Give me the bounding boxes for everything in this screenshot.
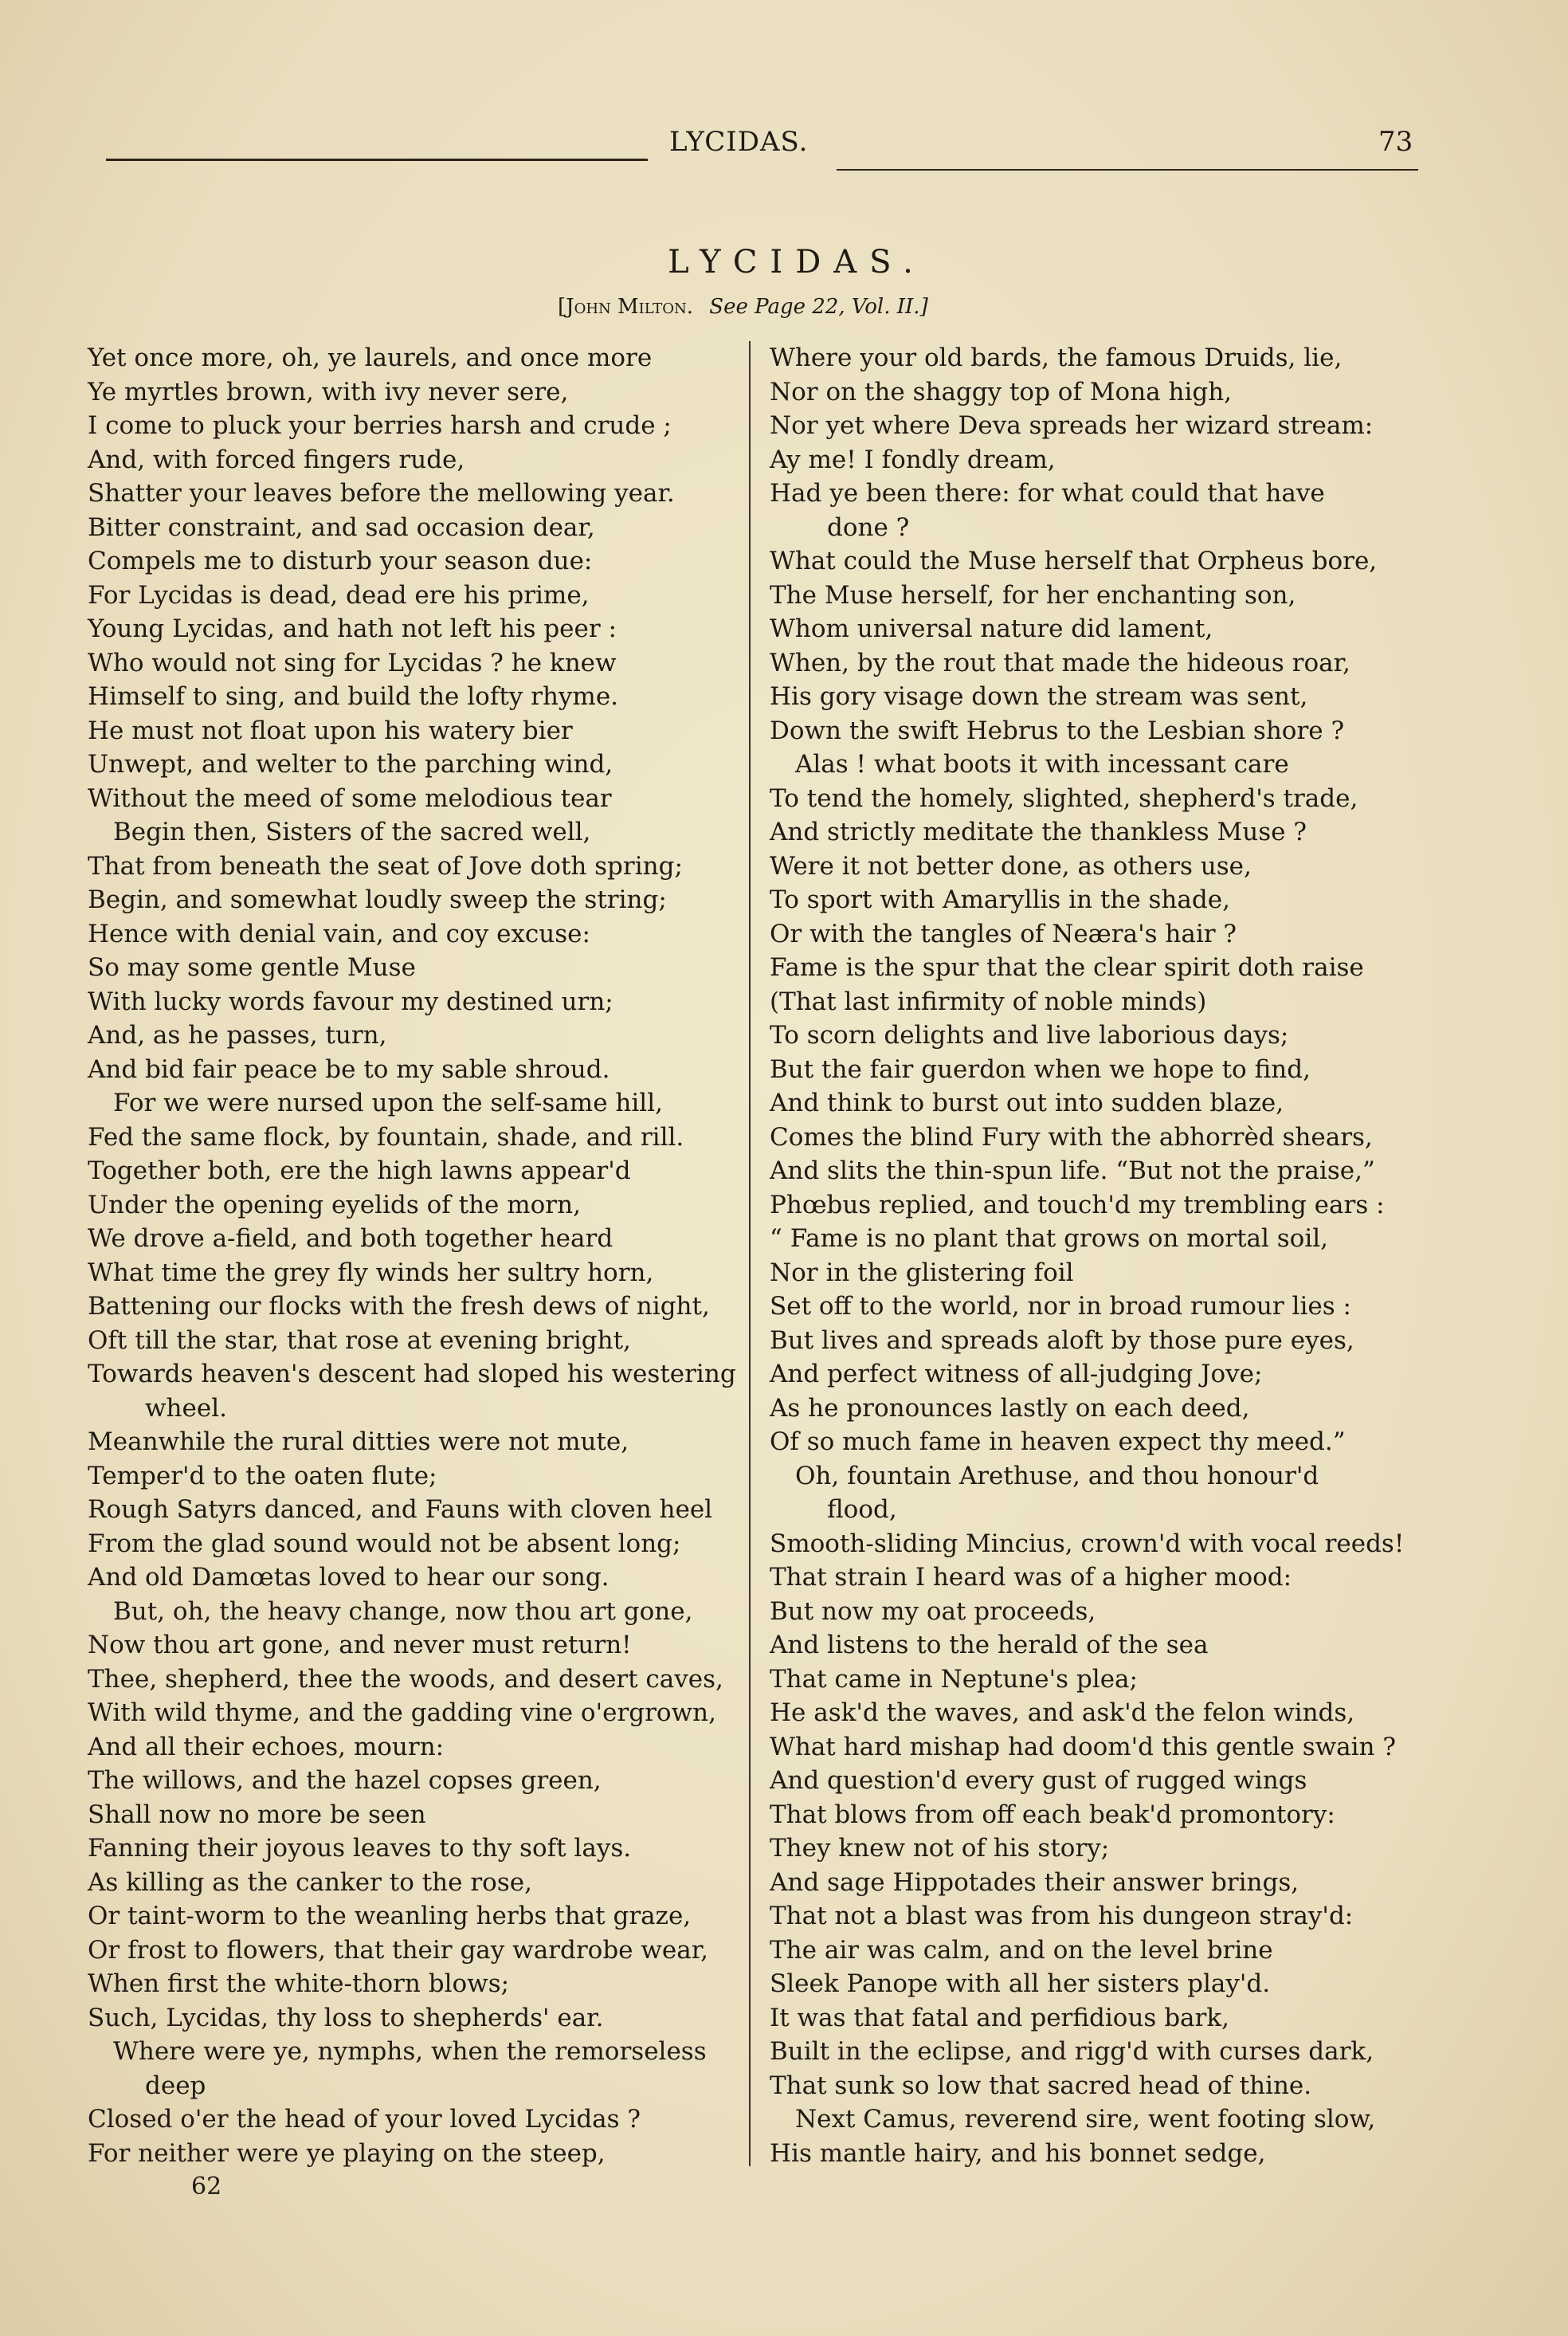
poem-line: And sage Hippotades their answer brings, xyxy=(770,1867,1299,1897)
poem-line: From the glad sound would not be absent long; xyxy=(88,1529,681,1558)
poem-line: And listens to the herald of the sea xyxy=(770,1631,1209,1659)
poem-line: And, as he passes, turn, xyxy=(88,1021,387,1050)
poem-line: Oh, fountain Arethuse, and thou honour'd xyxy=(795,1461,1319,1490)
attribution xyxy=(558,295,928,319)
poem-line: Thee, shepherd, thee the woods, and desert caves, xyxy=(88,1664,723,1694)
poem-line: But the fair guerdon when we hope to find, xyxy=(770,1054,1311,1084)
poem-line: They knew not of his story; xyxy=(770,1834,1110,1863)
poem-line: And question'd every gust of rugged wings xyxy=(770,1766,1307,1795)
poem-line: And, with forced fingers rude, xyxy=(88,445,465,474)
poem-line: That from beneath the seat of Jove doth spring; xyxy=(88,851,683,881)
poem-line: When, by the rout that made the hideous roar, xyxy=(770,648,1350,677)
poem-line: But now my oat proceeds, xyxy=(770,1596,1096,1626)
poem-line: Smooth-sliding Mincius, crown'd with vocal reeds! xyxy=(770,1529,1405,1558)
poem-line: Compels me to disturb your season due: xyxy=(88,547,593,575)
poem-line: For Lycidas is dead, dead ere his prime, xyxy=(88,580,590,610)
poem-line: Oft till the star, that rose at evening bright, xyxy=(88,1325,631,1355)
poem-line: Himself to sing, and build the lofty rhyme. xyxy=(88,682,619,711)
poem-line: Alas ! what boots it with incessant care xyxy=(795,750,1289,779)
author-name: [John Milton. xyxy=(558,295,694,319)
right-column xyxy=(770,341,1431,2170)
poem-line: Meanwhile the rural ditties were not mute, xyxy=(88,1427,629,1456)
poem-line: For we were nursed upon the self-same hill, xyxy=(113,1089,663,1117)
poem-line: He ask'd the waves, and ask'd the felon winds, xyxy=(770,1698,1355,1727)
poem-line: Or with the tangles of Neæra's hair ? xyxy=(770,919,1237,948)
poem-line: Had ye been there: for what could that have xyxy=(770,479,1325,508)
poem-line: Shall now no more be seen xyxy=(88,1800,426,1829)
poem-line: Hence with denial vain, and coy excuse: xyxy=(88,919,590,948)
poem-line: What time the grey fly winds her sultry horn, xyxy=(88,1258,654,1287)
poem-line: Where were ye, nymphs, when the remorseless xyxy=(113,2037,707,2066)
poem-line: wheel. xyxy=(145,1393,227,1423)
header-rule-left xyxy=(106,159,648,161)
poem-line: Sleek Panope with all her sisters play'd. xyxy=(770,1969,1271,1998)
poem-line: deep xyxy=(145,2071,206,2100)
poem-line: Nor yet where Deva spreads her wizard stream: xyxy=(770,411,1374,440)
poem-line: “ Fame is no plant that grows on mortal soil, xyxy=(770,1224,1329,1253)
poem-line: As he pronounces lastly on each deed, xyxy=(770,1393,1250,1423)
poem-line: Who would not sing for Lycidas ? he knew xyxy=(88,648,617,677)
poem-line: Ay me! I fondly dream, xyxy=(770,445,1056,474)
poem-line: That not a blast was from his dungeon stray'd: xyxy=(770,1902,1354,1930)
poem-line: It was that fatal and perfidious bark, xyxy=(770,2003,1229,2032)
running-title: LYCIDAS. xyxy=(669,126,809,158)
poem-line: With lucky words favour my destined urn; xyxy=(88,987,613,1016)
poem-line: As killing as the canker to the rose, xyxy=(88,1867,532,1897)
poem-line: Temper'd to the oaten flute; xyxy=(88,1461,437,1490)
poem-line: Battening our flocks with the fresh dews of night, xyxy=(88,1292,710,1321)
poem-line: To tend the homely, slighted, shepherd's trade, xyxy=(770,783,1358,813)
poem-line: And old Damœtas loved to hear our song. xyxy=(88,1563,610,1592)
poem-line: But lives and spreads aloft by those pure eyes, xyxy=(770,1325,1354,1355)
poem-line: Begin then, Sisters of the sacred well, xyxy=(113,818,591,846)
poem-line: The air was calm, and on the level brine xyxy=(770,1935,1273,1965)
poem-line: So may some gentle Muse xyxy=(88,953,416,982)
poem-line: Yet once more, oh, ye laurels, and once more xyxy=(88,344,653,372)
poem-line: That sunk so low that sacred head of thine. xyxy=(770,2071,1312,2100)
poem-line: I come to pluck your berries harsh and crude ; xyxy=(88,411,672,440)
poem-line: Under the opening eyelids of the morn, xyxy=(88,1190,581,1219)
poem-line: Set off to the world, nor in broad rumour lies : xyxy=(770,1292,1351,1321)
poem-line: He must not float upon his watery bier xyxy=(88,716,573,745)
poem-line: And bid fair peace be to my sable shroud. xyxy=(88,1054,610,1084)
page-number: 73 xyxy=(1378,126,1413,158)
poem-line: Closed o'er the head of your loved Lycidas ? xyxy=(88,2105,641,2134)
volume-reference: See Page 22, Vol. II.] xyxy=(709,295,928,319)
poem-line: Bitter constraint, and sad occasion dear, xyxy=(88,512,595,542)
poem-line: Down the swift Hebrus to the Lesbian shore ? xyxy=(770,716,1345,745)
poem-line: When first the white-thorn blows; xyxy=(88,1969,510,1998)
poem-line: And slits the thin-spun life. “But not the praise,” xyxy=(770,1156,1375,1185)
poem-line: With wild thyme, and the gadding vine o'ergrown, xyxy=(88,1698,716,1727)
poem-line: Without the meed of some melodious tear xyxy=(88,783,612,813)
poem-line: Begin, and somewhat loudly sweep the string; xyxy=(88,885,667,914)
poem-line: Rough Satyrs danced, and Fauns with cloven heel xyxy=(88,1495,713,1524)
poem-line: And think to burst out into sudden blaze, xyxy=(770,1089,1284,1117)
poem-line: Or taint-worm to the weanling herbs that graze, xyxy=(88,1902,692,1930)
poem-line: Were it not better done, as others use, xyxy=(770,851,1252,881)
poem-line: Unwept, and welter to the parching wind, xyxy=(88,750,613,779)
poem-line: Whom universal nature did lament, xyxy=(770,614,1213,643)
poem-line: Towards heaven's descent had sloped his westering xyxy=(88,1360,736,1388)
poem-line: Fame is the spur that the clear spirit doth raise xyxy=(770,953,1364,982)
poem-line: And perfect witness of all-judging Jove; xyxy=(770,1360,1263,1388)
poem-line: Built in the eclipse, and rigg'd with curses dark, xyxy=(770,2037,1374,2066)
poem-line: Phœbus replied, and touch'd my trembling ears : xyxy=(770,1190,1385,1219)
poem-line: Together both, ere the high lawns appear'd xyxy=(88,1156,631,1185)
poem-line: That strain I heard was of a higher mood: xyxy=(770,1563,1292,1592)
poem-line: Ye myrtles brown, with ivy never sere, xyxy=(88,377,569,406)
poem-line: We drove a-field, and both together heard xyxy=(88,1224,613,1253)
poem-line: And all their echoes, mourn: xyxy=(88,1732,445,1761)
poem-line: And strictly meditate the thankless Muse ? xyxy=(770,818,1307,846)
column-divider xyxy=(749,341,751,2166)
poem-line: Or frost to flowers, that their gay wardrobe wear, xyxy=(88,1935,708,1965)
poem-line: The willows, and the hazel copses green, xyxy=(88,1766,602,1795)
poem-line: flood, xyxy=(827,1495,897,1524)
poem-line: (That last infirmity of noble minds) xyxy=(770,987,1207,1016)
poem-line: Fed the same flock, by fountain, shade, and rill. xyxy=(88,1122,684,1152)
left-column xyxy=(88,341,745,2170)
poem-line: Where your old bards, the famous Druids, lie, xyxy=(770,344,1343,372)
poem-line: Comes the blind Fury with the abhorrèd shears, xyxy=(770,1122,1373,1152)
poem-line: For neither were ye playing on the steep, xyxy=(88,2138,606,2168)
poem-line: Such, Lycidas, thy loss to shepherds' ear. xyxy=(88,2003,604,2032)
poem-line: His gory visage down the stream was sent, xyxy=(770,682,1308,711)
header-rule-right xyxy=(837,169,1418,171)
poem-line: That blows from off each beak'd promontory: xyxy=(770,1800,1335,1829)
poem-line: His mantle hairy, and his bonnet sedge, xyxy=(770,2138,1266,2168)
poem-line: Now thou art gone, and never must return! xyxy=(88,1631,632,1659)
poem-line: What could the Muse herself that Orpheus bore, xyxy=(770,547,1378,575)
poem-line: But, oh, the heavy change, now thou art gone, xyxy=(113,1596,693,1626)
poem-line: Nor on the shaggy top of Mona high, xyxy=(770,377,1233,406)
poem-line: Nor in the glistering foil xyxy=(770,1258,1074,1287)
poem-line: To sport with Amaryllis in the shade, xyxy=(770,885,1230,914)
poem-line: Fanning their joyous leaves to thy soft lays. xyxy=(88,1834,632,1863)
poem-line: Next Camus, reverend sire, went footing slow, xyxy=(795,2105,1376,2134)
poem-line: done ? xyxy=(827,512,910,542)
poem-line: Young Lycidas, and hath not left his peer : xyxy=(88,614,617,643)
poem-line: To scorn delights and live laborious days; xyxy=(770,1021,1289,1050)
poem-line: Shatter your leaves before the mellowing year. xyxy=(88,479,675,508)
poem-title: LYCIDAS. xyxy=(668,244,926,281)
poem-line: Of so much fame in heaven expect thy meed.” xyxy=(770,1427,1346,1456)
signature-mark: 62 xyxy=(191,2173,222,2201)
poem-line: What hard mishap had doom'd this gentle swain ? xyxy=(770,1732,1396,1761)
poem-line: The Muse herself, for her enchanting son, xyxy=(770,580,1296,610)
poem-line: That came in Neptune's plea; xyxy=(770,1664,1138,1694)
